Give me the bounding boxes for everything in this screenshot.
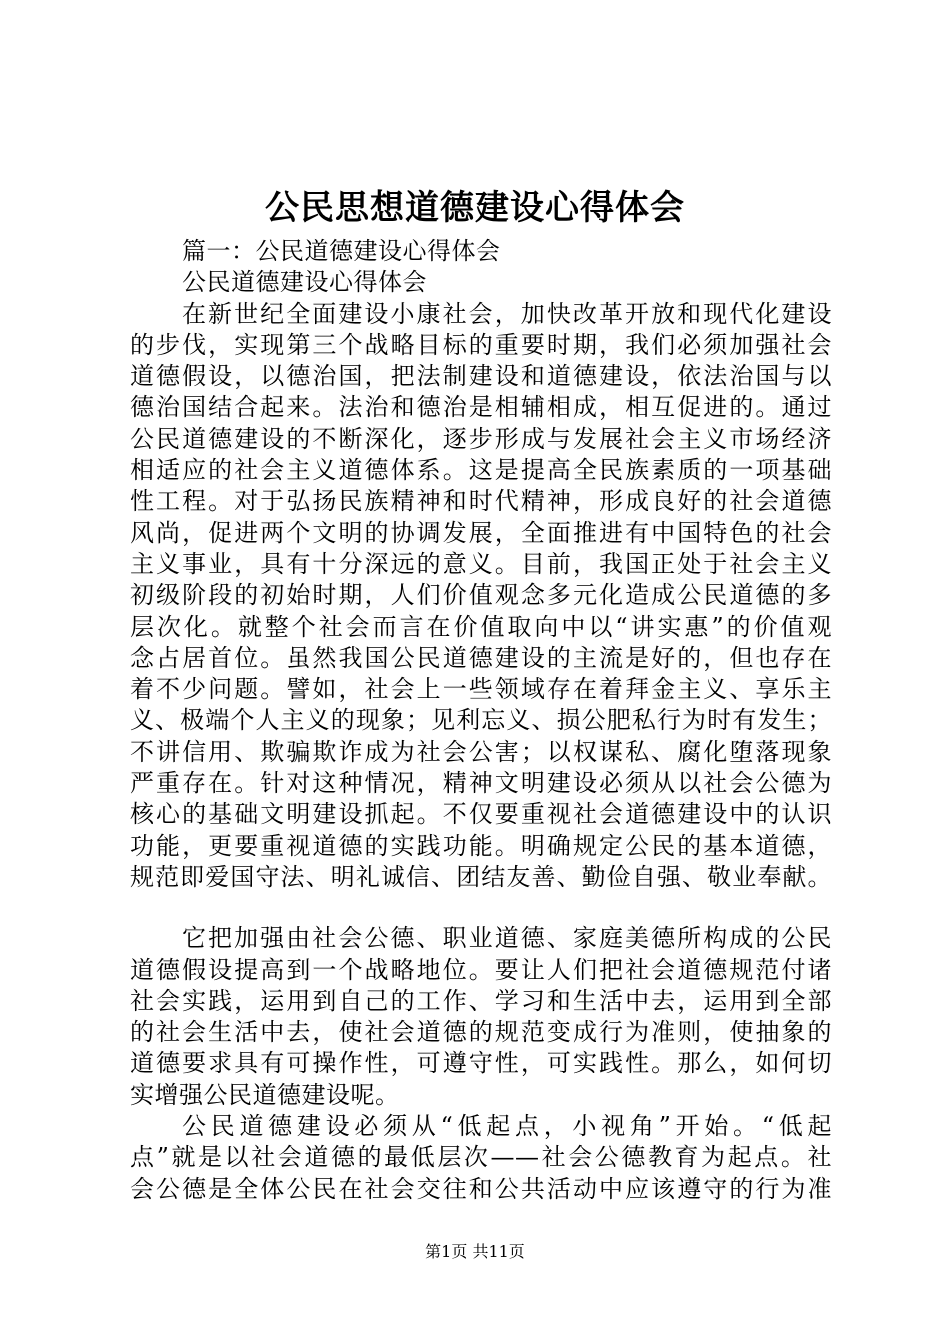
paragraph-line: 的步伐，实现第三个战略目标的重要时期，我们必须加强社会 bbox=[130, 330, 832, 359]
paragraph-line: 严重存在。针对这种情况，精神文明建设必须从以社会公德为 bbox=[130, 769, 832, 798]
paragraph-line: 性工程。对于弘扬民族精神和时代精神，形成良好的社会道德 bbox=[130, 487, 832, 516]
paragraph-2 bbox=[130, 923, 832, 1111]
paragraph-line: 社会实践，运用到自己的工作、学习和生活中去，运用到全部 bbox=[130, 986, 832, 1015]
section-subtitle: 公民道德建设心得体会 bbox=[182, 268, 427, 297]
paragraph-gap bbox=[130, 893, 832, 923]
paragraph-line: 道德假设提高到一个战略地位。要让人们把社会道德规范付诸 bbox=[130, 955, 832, 984]
paragraph-line: 主义事业，具有十分深远的意义。目前，我国正处于社会主义 bbox=[130, 549, 832, 578]
paragraph-line: 风尚，促进两个文明的协调发展，全面推进有中国特色的社会 bbox=[130, 518, 832, 547]
paragraph-1 bbox=[130, 299, 832, 894]
paragraph-line: 功能，更要重视道德的实践功能。明确规定公民的基本道德， bbox=[130, 831, 832, 860]
paragraph-line: 公民道德建设的不断深化，逐步形成与发展社会主义市场经济 bbox=[130, 424, 832, 453]
document-body bbox=[130, 236, 832, 1205]
paragraph-line: 的社会生活中去，使社会道德的规范变成行为准则，使抽象的 bbox=[130, 1018, 832, 1047]
paragraph-3 bbox=[130, 1111, 832, 1205]
paragraph-line: 会公德是全体公民在社会交往和公共活动中应该遵守的行为准 bbox=[130, 1174, 832, 1203]
page-indicator: 第1页 共11页 bbox=[425, 1242, 525, 1261]
paragraph-line: 德治国结合起来。法治和德治是相辅相成，相互促进的。通过 bbox=[130, 393, 832, 422]
paragraph-line: 点”就是以社会道德的最低层次——社会公德教育为起点。社 bbox=[130, 1143, 832, 1172]
paragraph-line: 道德要求具有可操作性，可遵守性，可实践性。那么，如何切 bbox=[130, 1049, 832, 1078]
paragraph-line: 核心的基础文明建设抓起。不仅要重视社会道德建设中的认识 bbox=[130, 800, 832, 829]
section-heading: 篇一：公民道德建设心得体会 bbox=[182, 237, 501, 265]
paragraph-line: 在新世纪全面建设小康社会，加快改革开放和现代化建设 bbox=[182, 299, 832, 328]
paragraph-line: 它把加强由社会公德、职业道德、家庭美德所构成的公民 bbox=[182, 924, 832, 953]
paragraph-line: 不讲信用、欺骗欺诈成为社会公害；以权谋私、腐化堕落现象 bbox=[130, 737, 832, 766]
paragraph-line: 相适应的社会主义道德体系。这是提高全民族素质的一项基础 bbox=[130, 456, 832, 485]
paragraph-line: 层次化。就整个社会而言在价值取向中以“讲实惠”的价值观 bbox=[130, 612, 832, 641]
paragraph-line: 义、极端个人主义的现象；见利忘义、损公肥私行为时有发生； bbox=[130, 706, 832, 735]
paragraph-line: 着不少问题。譬如，社会上一些领域存在着拜金主义、享乐主 bbox=[130, 675, 832, 704]
paragraph-line: 公民道德建设必须从“低起点，小视角”开始。“低起 bbox=[182, 1112, 832, 1141]
paragraph-line: 道德假设，以德治国，把法制建设和道德建设，依法治国与以 bbox=[130, 362, 832, 391]
document-title: 公民思想道德建设心得体会 bbox=[265, 188, 685, 228]
paragraph-line: 实增强公民道德建设呢。 bbox=[130, 1080, 400, 1109]
paragraph-line: 规范即爱国守法、明礼诚信、团结友善、勤俭自强、敬业奉献。 bbox=[130, 862, 832, 891]
paragraph-line: 初级阶段的初始时期，人们价值观念多元化造成公民道德的多 bbox=[130, 581, 832, 610]
paragraph-line: 念占居首位。虽然我国公民道德建设的主流是好的，但也存在 bbox=[130, 643, 832, 672]
